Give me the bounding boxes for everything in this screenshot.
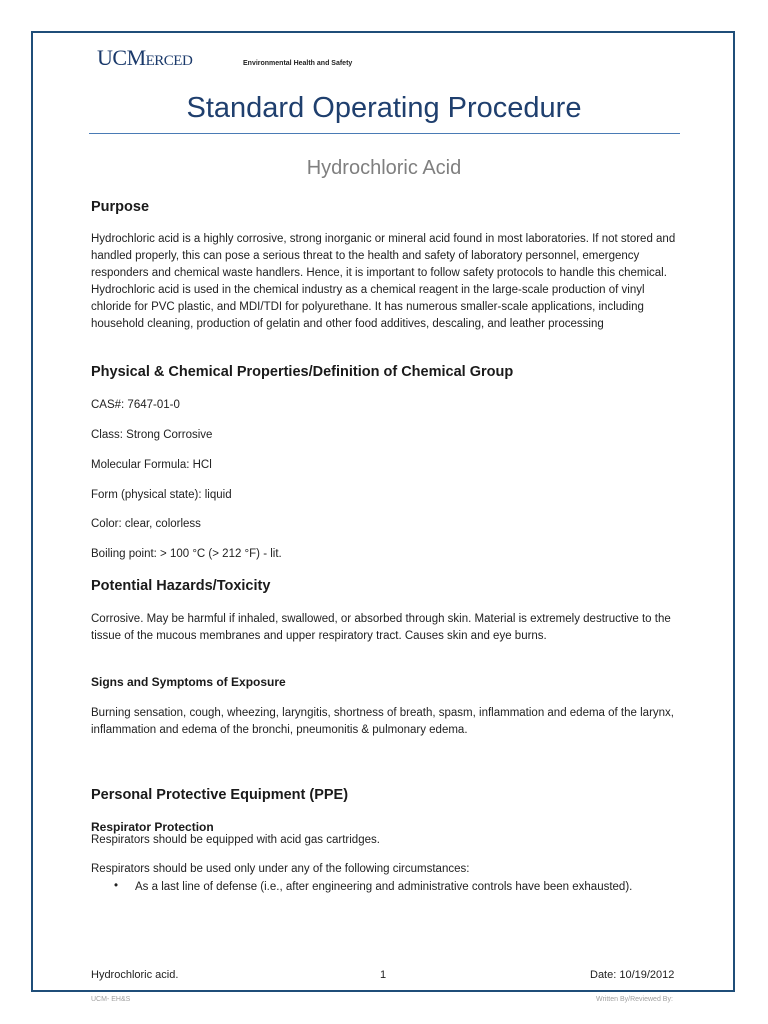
bullet-item: As a last line of defense (i.e., after engineering and administrative controls have been exhausted).: [135, 881, 633, 893]
ucmerced-logo: [97, 45, 192, 71]
symptoms-text: Burning sensation, cough, wheezing, laryngitis, shortness of breath, spasm, inflammation and edema of the larynx, inflammation and edema of the bronchi, pneumonitis & pulmonary edema.: [91, 707, 674, 737]
purpose-heading: Purpose: [91, 199, 150, 215]
property-boiling-point: Boiling point: > 100 °C (> 212 °F) - lit.: [91, 548, 282, 560]
footer-page-number: 1: [380, 969, 387, 981]
respirator-text: Respirators should be equipped with acid gas cartridges.: [91, 834, 380, 846]
page-title: Standard Operating Procedure: [186, 92, 582, 124]
below-footer-left: UCM- EH&S: [91, 996, 131, 1003]
purpose-text: Hydrochloric acid is a highly corrosive, strong inorganic or mineral acid found in most laboratories. If not stored and handled properly, this can pose a serious threat to the health and safety of laboratory personnel, emergency responders and chemical waste handlers. Hence, it is important to follow safety protocols to handle this chemical. Hydrochloric acid is used in the chemical industry as a chemical reagent in the large-scale production of vinyl chloride for PVC plastic, and MDI/TDI for polyurethane. It has numerous smaller-scale applications, including household cleaning, production of gelatin and other food additives, descaling, and leather processing: [91, 233, 676, 331]
ppe-heading: Personal Protective Equipment (PPE): [91, 787, 349, 803]
bullet-dot: •: [114, 880, 119, 892]
property-form: Form (physical state): liquid: [91, 489, 232, 501]
property-cas: CAS#: 7647-01-0: [91, 399, 180, 411]
symptoms-heading: Signs and Symptoms of Exposure: [91, 675, 286, 689]
department-label: Environmental Health and Safety: [243, 60, 353, 67]
respirator-circumstances: Respirators should be used only under any of the following circumstances:: [91, 863, 470, 875]
property-color: Color: clear, colorless: [91, 518, 201, 530]
title-divider: [89, 133, 680, 134]
hazards-text: Corrosive. May be harmful if inhaled, swallowed, or absorbed through skin. Material is extremely destructive to the tissue of the mucous membranes and upper respiratory tract. Causes skin and eye burns.: [91, 613, 671, 643]
logo-merced-text: Merced: [126, 45, 193, 70]
footer-doc-name: Hydrochloric acid.: [91, 969, 179, 981]
footer-date: Date: 10/19/2012: [590, 969, 675, 981]
below-footer-right: Written By/Reviewed By:: [596, 996, 673, 1003]
logo-uc-text: UC: [97, 45, 127, 70]
hazards-heading: Potential Hazards/Toxicity: [91, 578, 271, 594]
respirator-heading: Respirator Protection: [91, 820, 214, 834]
page-subtitle: Hydrochloric Acid: [306, 157, 462, 179]
property-class: Class: Strong Corrosive: [91, 429, 213, 441]
property-formula: Molecular Formula: HCl: [91, 459, 212, 471]
properties-heading: Physical & Chemical Properties/Definition of Chemical Group: [91, 364, 514, 380]
